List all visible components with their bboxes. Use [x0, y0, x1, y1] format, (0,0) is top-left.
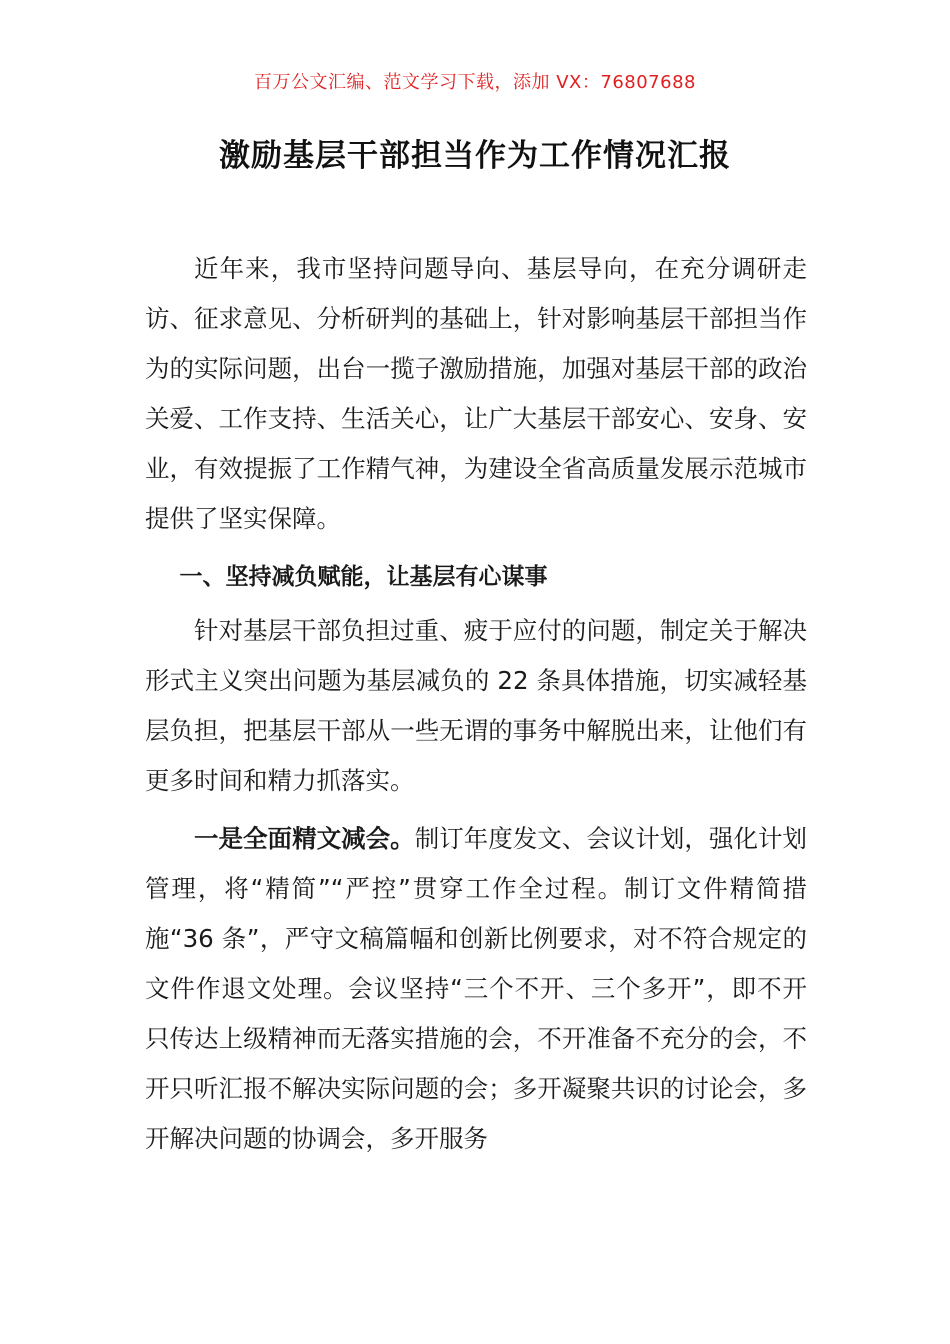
section-paragraph: 针对基层干部负担过重、疲于应付的问题，制定关于解决形式主义突出问题为基层减负的 22 条具体措施，切实减轻基层负担，把基层干部从一些无谓的事务中解脱出来，让他们有更多时间和精力抓落实。 — [145, 616, 807, 795]
document-body — [145, 244, 807, 1164]
point-lead: 一是全面精文减会。 — [194, 824, 415, 853]
intro-paragraph: 近年来，我市坚持问题导向、基层导向，在充分调研走访、征求意见、分析研判的基础上，针对影响基层干部担当作为的实际问题，出台一揽子激励措施，加强对基层干部的政治关爱、工作支持、生活关心，让广大基层干部安心、安身、安业，有效提振了工作精气神，为建设全省高质量发展示范城市提供了坚实保障。 — [145, 254, 807, 533]
header-note: 百万公文汇编、范文学习下载，添加 VX：76807688 — [254, 72, 696, 93]
point-paragraph — [145, 814, 807, 1164]
point-body: 制订年度发文、会议计划，强化计划管理，将“精简”“严控”贯穿工作全过程。制订文件精简措施“36 条”，严守文稿篇幅和创新比例要求，对不符合规定的文件作退文处理。会议坚持“三个不开、三个多开”，即不开只传达上级精神而无落实措施的会，不开准备不充分的会，不开只听汇报不解决实际问题的会；多开凝聚共识的讨论会，多开解决问题的协调会，多开服务 — [145, 824, 807, 1153]
document-title: 激励基层干部担当作为工作情况汇报 — [219, 138, 731, 174]
section-heading: 一、坚持减负赋能，让基层有心谋事 — [179, 564, 548, 590]
